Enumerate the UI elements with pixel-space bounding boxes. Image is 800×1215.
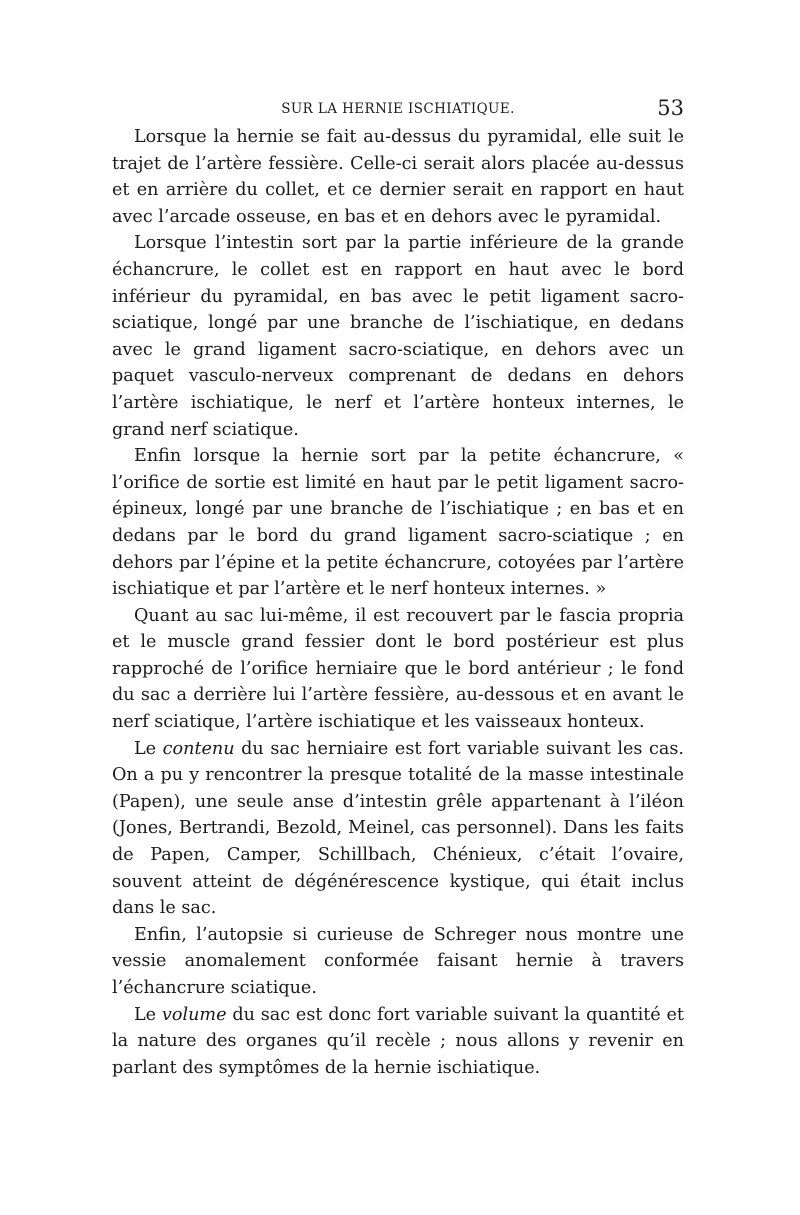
paragraph-text: Le bbox=[134, 738, 163, 759]
paragraph-text: du sac herniaire est fort variable suivant les cas. On a pu y rencontrer la presque totalité de la masse intestinale (Papen), une seule anse d’intestin grêle appartenant à l’iléon (Jones, Bertrandi, Bezold, Meinel, cas personnel). Dans les faits de Papen, Camper, Schillbach, Chénieux, c’était l’ovaire, souvent atteint de dégénérescence kystique, qui était inclus dans le sac. bbox=[112, 738, 684, 919]
paragraph-2 bbox=[112, 230, 684, 443]
italic-term-contenu: contenu bbox=[162, 738, 235, 759]
paragraph-1 bbox=[112, 124, 684, 230]
running-head bbox=[112, 96, 684, 126]
paragraph-7 bbox=[112, 1002, 684, 1082]
italic-term-volume: volume bbox=[161, 1004, 227, 1025]
page-number: 53 bbox=[657, 96, 684, 120]
paragraph-5 bbox=[112, 736, 684, 922]
body-text bbox=[112, 124, 684, 1081]
paragraph-text: Enfin, l’autopsie si curieuse de Schreger nous montre une vessie anomalement conformée faisant hernie à travers l’échancrure sciatique. bbox=[112, 924, 684, 998]
paragraph-text: Lorsque la hernie se fait au-dessus du pyramidal, elle suit le trajet de l’artère fessière. Celle-ci serait alors placée au-dessus et en arrière du collet, et ce dernier serait en rapport en haut avec l’arcade osseuse, en bas et en dehors avec le pyramidal. bbox=[112, 127, 684, 227]
paragraph-text: Enfin lorsque la hernie sort par la petite échancrure, « l’orifice de sortie est limité en haut par le petit ligament sacro-épineux, longé par une branche de l’ischiatique ; en bas et en dedans par le bord du grand ligament sacro-sciatique ; en dehors par l’épine et la petite échancrure, cotoyées par l’artère ischiatique et par l’artère et le nerf honteux internes. » bbox=[112, 446, 684, 600]
paragraph-text: du sac est donc fort variable suivant la quantité et la nature des organes qu’il recèle ; nous allons y revenir en parlant des symptômes de la hernie ischiatique. bbox=[112, 1004, 684, 1078]
paragraph-6 bbox=[112, 922, 684, 1002]
running-title: SUR LA HERNIE ISCHIATIQUE. bbox=[281, 101, 515, 117]
paragraph-text: Lorsque l’intestin sort par la partie inférieure de la grande échancrure, le collet est en rapport en haut avec le bord inférieur du pyramidal, en bas avec le petit ligament sacro-sciatique, longé par une branche de l’ischiatique, en dedans avec le grand ligament sacro-sciatique, en dehors avec un paquet vasculo-nerveux comprenant de dedans en dehors l’artère ischiatique, le nerf et l’artère honteux internes, le grand nerf sciatique. bbox=[112, 233, 684, 440]
paragraph-text: Le bbox=[134, 1004, 162, 1025]
paragraph-3 bbox=[112, 443, 684, 603]
paragraph-4 bbox=[112, 603, 684, 736]
paragraph-text: Quant au sac lui-même, il est recouvert par le fascia propria et le muscle grand fessier dont le bord postérieur est plus rapproché de l’orifice herniaire que le bord antérieur ; le fond du sac a derrière lui l’artère fessière, au-dessous et en avant le nerf sciatique, l’artère ischiatique et les vaisseaux honteux. bbox=[112, 605, 684, 733]
